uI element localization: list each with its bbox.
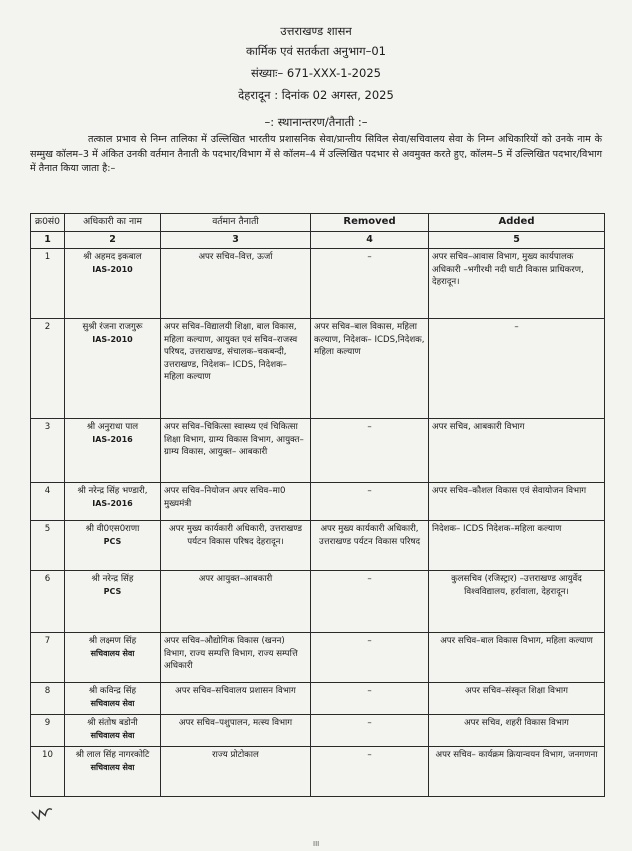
order-date-text: देहरादून : दिनांक 02 अगस्त, 2025 [238, 88, 394, 102]
serial-cell: 3 [31, 419, 65, 483]
page-mark: III [313, 840, 320, 848]
officer-cell [65, 683, 161, 715]
table-row [31, 521, 605, 571]
order-paragraph: तत्काल प्रभाव से निम्न तालिका में उल्लिखित भारतीय प्रशासनिक सेवा/प्रान्तीय सिविल सेवा/सचिवालय सेवा के निम्न अधिकारियों को उनके नाम के सम्मुख कॉलम–3 में अंकित उनकी वर्तमान तैनाती के पदभार/विभाग में से कॉलम–4 में उल्लिखित पदभार से अवमुक्त करते हुए, कॉलम–5 में उल्लिखित पदभार/विभाग में तैनात किया जाता है:– [30, 134, 602, 174]
serial-cell: 8 [31, 683, 65, 715]
order-date [0, 88, 632, 103]
department-name-text: कार्मिक एवं सतर्कता अनुभाग–01 [245, 44, 386, 58]
officer-service: IAS-2010 [92, 264, 133, 274]
order-number-text: संख्याः– 671-XXX-1-2025 [251, 66, 381, 80]
added-text: – [514, 322, 519, 332]
removed-cell [311, 571, 429, 633]
removed-text: – [367, 718, 372, 728]
current-posting-cell: राज्य प्रोटोकाल [161, 747, 311, 797]
current-posting-cell: अपर सचिव–चिकित्सा स्वास्थ्य एवं चिकित्सा शिक्षा विभाग, ग्राम्य विकास विभाग, आयुक्त– ग्राम्य विकास, आयुक्त– आबकारी [161, 419, 311, 483]
table-row [31, 419, 605, 483]
removed-cell [311, 419, 429, 483]
column-number: 5 [429, 231, 605, 249]
removed-text: – [367, 750, 372, 760]
added-cell: अपर सचिव–आवास विभाग, मुख्य कार्यपालक अधिकारी –भगीरथी नदी घाटी विकास प्राधिकरण, देहरादून। [429, 249, 605, 319]
table-row [31, 747, 605, 797]
officer-cell [65, 521, 161, 571]
removed-cell: अपर मुख्य कार्यकारी अधिकारी, उत्तराखण्ड पर्यटन विकास परिषद [311, 521, 429, 571]
removed-text: – [367, 252, 372, 262]
serial-cell: 7 [31, 633, 65, 683]
serial-cell: 10 [31, 747, 65, 797]
officer-service: IAS-2016 [92, 498, 133, 508]
added-cell: अपर सचिव– कार्यक्रम क्रियान्वयन विभाग, जनगणना [429, 747, 605, 797]
removed-text: – [367, 686, 372, 696]
removed-cell [311, 249, 429, 319]
officer-cell [65, 319, 161, 419]
signature-scribble [30, 803, 55, 822]
current-posting-cell: अपर सचिव–नियोजन अपर सचिव–मा0 मुख्यमंत्री [161, 483, 311, 521]
officer-cell [65, 419, 161, 483]
transfer-table [30, 213, 605, 797]
table-row [31, 249, 605, 319]
officer-cell [65, 483, 161, 521]
officer-name: श्री अहमद इकबाल [83, 252, 142, 262]
table-header-row [31, 214, 605, 232]
officer-service: सचिवालय सेवा [90, 730, 135, 740]
signature-mark [30, 803, 56, 826]
serial-cell: 4 [31, 483, 65, 521]
current-posting-cell: अपर सचिव–विद्यालयी शिक्षा, बाल विकास, महिला कल्याण, आयुक्त एवं सचिव–राजस्व परिषद, उत्तराखण्ड, संचालक–चकबन्दी, उत्तराखण्ड, निदेशक– ICDS, निदेशक– महिला कल्याण [161, 319, 311, 419]
column-number: 3 [161, 231, 311, 249]
column-number: 4 [311, 231, 429, 249]
officer-cell [65, 571, 161, 633]
table-row [31, 319, 605, 419]
table-row [31, 715, 605, 747]
removed-text: – [367, 636, 372, 646]
table-row [31, 633, 605, 683]
column-number-row [31, 231, 605, 249]
current-posting-cell: अपर सचिव–सचिवालय प्रशासन विभाग [161, 683, 311, 715]
serial-cell: 2 [31, 319, 65, 419]
serial-cell: 6 [31, 571, 65, 633]
removed-text: – [367, 574, 372, 584]
added-cell [429, 319, 605, 419]
officer-name: श्री अनुराधा पाल [86, 422, 139, 432]
column-number: 2 [65, 231, 161, 249]
officer-service: सचिवालय सेवा [90, 762, 135, 772]
added-cell: कुलसचिव (रजिस्ट्रार) –उत्तराखण्ड आयुर्वेद विश्वविद्यालय, हर्रावाला, देहरादून। [429, 571, 605, 633]
order-subject-text: –: स्थानान्तरण/तैनाती :– [264, 115, 368, 129]
officer-service: IAS-2010 [92, 334, 133, 344]
government-name-text: उत्तराखण्ड शासन [280, 24, 352, 38]
officer-name: श्री नरेन्द्र सिंह [91, 574, 134, 584]
officer-name: श्री वी0एस0राणा [85, 524, 140, 534]
added-cell: अपर सचिव–बाल विकास विभाग, महिला कल्याण [429, 633, 605, 683]
removed-cell: अपर सचिव–बाल विकास, महिला कल्याण, निदेशक– ICDS,निदेशक, महिला कल्याण [311, 319, 429, 419]
removed-text: – [367, 422, 372, 432]
header-added: Added [429, 214, 605, 232]
current-posting-cell: अपर आयुक्त–आबकारी [161, 571, 311, 633]
removed-cell [311, 633, 429, 683]
added-cell: अपर सचिव–कौशल विकास एवं सेवायोजन विभाग [429, 483, 605, 521]
officer-name: श्री संतोष बडोनी [87, 718, 138, 728]
department-name [0, 44, 632, 59]
officer-service: PCS [103, 536, 122, 546]
current-posting-cell: अपर मुख्य कार्यकारी अधिकारी, उत्तराखण्ड पर्यटन विकास परिषद देहरादून। [161, 521, 311, 571]
officer-name: श्री कविन्द्र सिंह [88, 686, 137, 696]
officer-cell [65, 633, 161, 683]
current-posting-cell: अपर सचिव–वित्त, ऊर्जा [161, 249, 311, 319]
added-cell: अपर सचिव, शहरी विकास विभाग [429, 715, 605, 747]
officer-cell [65, 747, 161, 797]
serial-cell: 5 [31, 521, 65, 571]
removed-cell [311, 683, 429, 715]
table-row [31, 683, 605, 715]
added-cell: अपर सचिव–संस्कृत शिक्षा विभाग [429, 683, 605, 715]
current-posting-cell: अपर सचिव–पशुपालन, मत्स्य विभाग [161, 715, 311, 747]
header-officer-name: अधिकारी का नाम [65, 214, 161, 232]
removed-cell [311, 483, 429, 521]
officer-name: श्री लक्ष्मण सिंह [88, 636, 137, 646]
removed-cell [311, 715, 429, 747]
table-row [31, 571, 605, 633]
order-subject [0, 115, 632, 130]
header-serial: क्र0सं0 [31, 214, 65, 232]
officer-name: श्री लाल सिंह नागरकोटि [75, 750, 150, 760]
serial-cell: 1 [31, 249, 65, 319]
table-row [31, 483, 605, 521]
officer-cell [65, 249, 161, 319]
officer-service: PCS [103, 586, 122, 596]
header-current-posting: वर्तमान तैनाती [161, 214, 311, 232]
order-number [0, 66, 632, 81]
added-cell: निदेशक– ICDS निदेशक–महिला कल्याण [429, 521, 605, 571]
officer-service: सचिवालय सेवा [90, 648, 135, 658]
removed-text: – [367, 486, 372, 496]
header-removed: Removed [311, 214, 429, 232]
officer-cell [65, 715, 161, 747]
added-cell: अपर सचिव, आबकारी विभाग [429, 419, 605, 483]
column-number: 1 [31, 231, 65, 249]
serial-cell: 9 [31, 715, 65, 747]
removed-cell [311, 747, 429, 797]
government-name [0, 24, 632, 39]
current-posting-cell: अपर सचिव–औद्योगिक विकास (खनन) विभाग, राज्य सम्पत्ति विभाग, राज्य सम्पत्ति अधिकारी [161, 633, 311, 683]
officer-name: श्री नरेन्द्र सिंह भण्डारी, [77, 486, 148, 496]
officer-name: सुश्री रंजना राजगुरू [82, 322, 143, 332]
officer-service: IAS-2016 [92, 434, 133, 444]
officer-service: सचिवालय सेवा [90, 698, 135, 708]
